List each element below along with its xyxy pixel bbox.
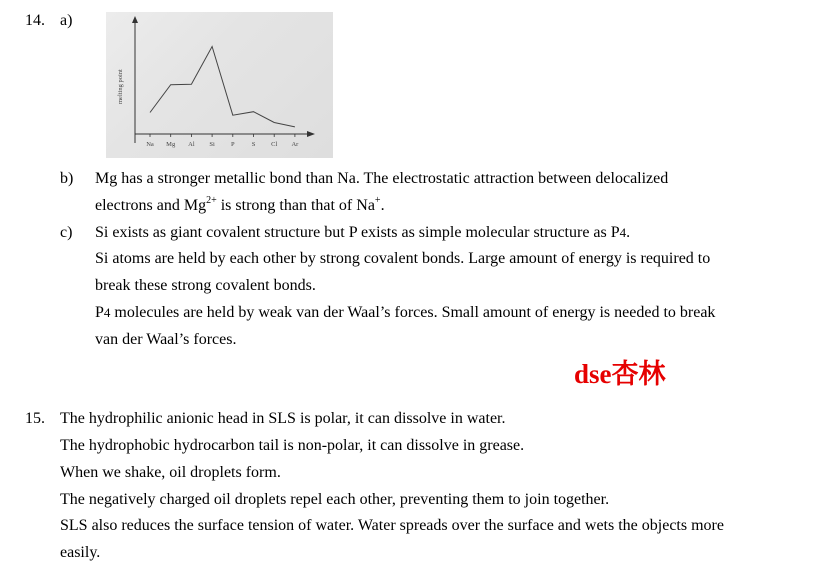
part-b-label: b) xyxy=(60,170,74,187)
x-axis-arrow xyxy=(307,131,315,137)
series-line xyxy=(150,47,295,127)
c-line-2: Si atoms are held by each other by strong covalent bonds. Large amount of energy is required to xyxy=(95,250,711,267)
x-tick-label-si: Si xyxy=(209,141,215,148)
part-c-label: c) xyxy=(60,224,73,241)
mg-charge: 2+ xyxy=(206,194,217,206)
p4-subscript: 4 xyxy=(619,225,627,240)
c-line-5: van der Waal’s forces. xyxy=(95,331,237,348)
x-tick-label-cl: Cl xyxy=(271,141,278,148)
q15-line-3: When we shake, oil droplets form. xyxy=(60,464,281,481)
b-line-2-text-end: . xyxy=(380,197,385,214)
b-line-2 xyxy=(95,196,385,216)
p4-subscript-2: 4 xyxy=(103,305,111,320)
x-tick-label-s: S xyxy=(251,141,256,148)
c-line-1-text: Si exists as giant covalent structure but P exists as simple molecular structure as P xyxy=(95,224,620,241)
q15-line-5: SLS also reduces the surface tension of water. Water spreads over the surface and wets the objects more xyxy=(60,517,724,534)
b-line-1: Mg has a stronger metallic bond than Na. The electrostatic attraction between delocalized xyxy=(95,170,669,187)
x-tick-label-p: P xyxy=(230,141,235,148)
x-tick-label-ar: Ar xyxy=(291,141,299,148)
c-line-1 xyxy=(95,223,630,243)
q15-line-6: easily. xyxy=(60,544,101,561)
c-line-4-text: molecules are held by weak van der Waal’s forces. Small amount of energy is needed to break xyxy=(110,304,716,321)
q15-line-1: The hydrophilic anionic head in SLS is polar, it can dissolve in water. xyxy=(60,410,506,427)
b-line-2-text-start: electrons and Mg xyxy=(95,197,207,214)
question-14-number: 14. xyxy=(25,12,45,29)
b-line-2-text-mid: is strong than that of Na xyxy=(216,197,375,214)
x-tick-label-mg: Mg xyxy=(166,141,176,148)
c-line-4-p: P xyxy=(95,304,104,321)
q15-line-4: The negatively charged oil droplets repel each other, preventing them to join together. xyxy=(60,491,610,508)
x-tick-label-na: Na xyxy=(146,141,154,148)
x-tick-label-al: Al xyxy=(188,141,195,148)
question-15-number: 15. xyxy=(25,410,45,427)
q15-line-2: The hydrophobic hydrocarbon tail is non-polar, it can dissolve in grease. xyxy=(60,437,525,454)
part-a-label: a) xyxy=(60,12,73,29)
watermark-logo: dse杏林 xyxy=(574,359,666,389)
na-charge: + xyxy=(374,194,381,206)
c-line-4 xyxy=(95,303,715,323)
c-line-3: break these strong covalent bonds. xyxy=(95,277,316,294)
y-axis-label: melting point xyxy=(117,69,124,104)
melting-point-chart xyxy=(106,12,333,158)
melting-point-chart-photo xyxy=(106,12,333,158)
y-axis-arrow xyxy=(132,16,138,23)
c-line-1-end: . xyxy=(626,224,631,241)
